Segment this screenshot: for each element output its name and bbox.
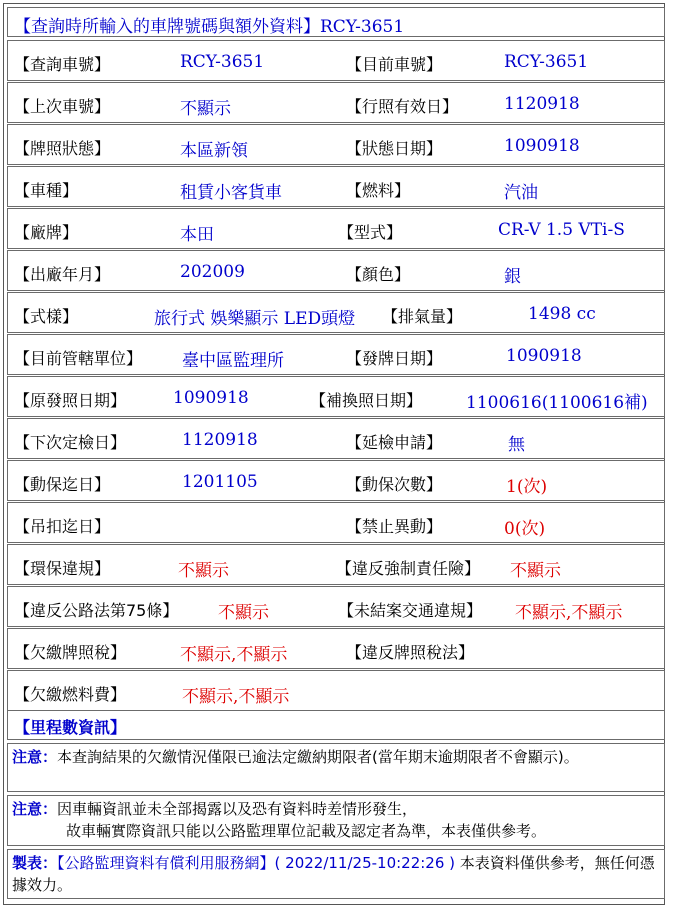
label-issue-date: 【發牌日期】 [346, 349, 443, 368]
label-suspension-end: 【吊扣迄日】 [14, 517, 111, 536]
label-unpaid-fuel-fee: 【欠繳燃料費】 [14, 685, 127, 704]
value-current-plate: RCY-3651 [504, 52, 589, 72]
label-style: 【式樣】 [14, 307, 79, 326]
value-unpaid-license-tax: 不顯示,不顯示 [180, 645, 288, 665]
value-reissue-date: 1100616(1100616補) [466, 393, 648, 413]
row-brand [7, 208, 665, 249]
value-model: CR-V 1.5 VTi-S [498, 220, 625, 240]
row-manufacture-date [7, 250, 665, 291]
value-manufacture-date: 202009 [180, 262, 245, 282]
row-vehicle-type [7, 166, 665, 207]
note-issued-by-source: 【公路監理資料有償利用服務網】 [57, 854, 275, 872]
value-lien-count: 1(次) [506, 477, 548, 497]
note-disclaimer-label: 注意： [12, 800, 58, 818]
label-status-date: 【狀態日期】 [346, 139, 443, 158]
row-jurisdiction [7, 334, 665, 375]
value-original-license-date: 1090918 [173, 388, 249, 408]
value-lien-end: 1201105 [182, 472, 258, 492]
row-next-inspection [7, 418, 665, 459]
value-color: 銀 [504, 267, 521, 287]
value-jurisdiction: 臺中區監理所 [182, 351, 284, 371]
value-status-date: 1090918 [504, 136, 580, 156]
label-displacement: 【排氣量】 [382, 307, 463, 326]
label-license-tax-violation: 【違反牌照稅法】 [346, 643, 475, 662]
value-brand: 本田 [180, 225, 214, 245]
value-plate-status: 本區新領 [180, 141, 248, 161]
label-previous-plate: 【上次車號】 [14, 97, 111, 116]
note-issued-by [7, 849, 665, 899]
row-unpaid-fuel-fee [7, 670, 665, 711]
label-open-traffic-violation: 【未結案交通違規】 [338, 601, 483, 620]
label-query-plate: 【查詢車號】 [14, 55, 111, 74]
label-jurisdiction: 【目前管轄單位】 [14, 349, 143, 368]
label-manufacture-date: 【出廠年月】 [14, 265, 111, 284]
value-environmental-violation: 不顯示 [178, 561, 229, 581]
row-original-license-date [7, 376, 665, 417]
note-issued-by-text: 本表資料僅供參考，無任何憑據效力。 [12, 854, 655, 894]
label-unpaid-license-tax: 【欠繳牌照稅】 [14, 643, 127, 662]
query-header-title: 【查詢時所輸入的車牌號碼與額外資料】RCY-3651 [14, 17, 405, 37]
label-reissue-date: 【補換照日期】 [310, 391, 423, 410]
row-plate-status [7, 124, 665, 165]
label-fuel: 【燃料】 [346, 181, 411, 200]
note-issued-by-label: 製表： [12, 854, 58, 872]
value-license-valid: 1120918 [504, 94, 580, 114]
note-overdue [7, 743, 665, 792]
row-query-plate [7, 40, 665, 81]
note-issued-by-time: ( 2022/11/25-10:22:26 ) [274, 854, 456, 872]
note-overdue-label: 注意： [12, 748, 58, 766]
label-model: 【型式】 [338, 223, 403, 242]
note-overdue-text: 本查詢結果的欠繳情況僅限已逾法定繳納期限者(當年期末逾期限者不會顯示)。 [57, 748, 579, 766]
value-displacement: 1498 cc [528, 304, 596, 324]
label-next-inspection: 【下次定檢日】 [14, 433, 127, 452]
label-compulsory-insurance: 【違反強制責任險】 [336, 559, 481, 578]
value-inspection-extension: 無 [508, 435, 525, 455]
label-inspection-extension: 【延檢申請】 [346, 433, 443, 452]
row-environmental-violation [7, 544, 665, 585]
label-plate-status: 【牌照狀態】 [14, 139, 111, 158]
label-vehicle-type: 【車種】 [14, 181, 79, 200]
value-query-plate: RCY-3651 [180, 52, 265, 72]
value-style: 旅行式 娛樂顯示 LED頭燈 [154, 309, 356, 329]
row-style [7, 292, 665, 333]
label-lien-end: 【動保迄日】 [14, 475, 111, 494]
mileage-section [7, 710, 665, 740]
value-vehicle-type: 租賃小客貨車 [180, 183, 282, 203]
value-transfer-ban: 0(次) [504, 519, 546, 539]
row-suspension-end [7, 502, 665, 543]
label-color: 【顏色】 [346, 265, 411, 284]
mileage-title: 【里程數資訊】 [14, 718, 127, 737]
row-unpaid-license-tax [7, 628, 665, 669]
note-disclaimer-line2: 故車輛實際資訊只能以公路監理單位記載及認定者為準，本表僅供參考。 [66, 822, 547, 840]
row-highway-act-75 [7, 586, 665, 627]
note-disclaimer [7, 795, 665, 846]
label-current-plate: 【目前車號】 [346, 55, 443, 74]
value-highway-act-75: 不顯示 [218, 603, 269, 623]
label-license-valid: 【行照有效日】 [346, 97, 459, 116]
label-highway-act-75: 【違反公路法第75條】 [14, 601, 179, 620]
label-environmental-violation: 【環保違規】 [14, 559, 111, 578]
label-brand: 【廠牌】 [14, 223, 79, 242]
row-lien-end [7, 460, 665, 501]
row-previous-plate [7, 82, 665, 123]
value-compulsory-insurance: 不顯示 [510, 561, 561, 581]
label-transfer-ban: 【禁止異動】 [346, 517, 443, 536]
value-issue-date: 1090918 [506, 346, 582, 366]
label-original-license-date: 【原發照日期】 [14, 391, 127, 410]
label-lien-count: 【動保次數】 [346, 475, 443, 494]
note-disclaimer-line1: 因車輛資訊並未全部揭露以及恐有資料時差情形發生， [57, 800, 418, 818]
value-next-inspection: 1120918 [182, 430, 258, 450]
value-unpaid-fuel-fee: 不顯示,不顯示 [182, 687, 290, 707]
value-previous-plate: 不顯示 [180, 99, 231, 119]
query-header [7, 7, 665, 37]
value-open-traffic-violation: 不顯示,不顯示 [515, 603, 623, 623]
value-fuel: 汽油 [504, 183, 538, 203]
